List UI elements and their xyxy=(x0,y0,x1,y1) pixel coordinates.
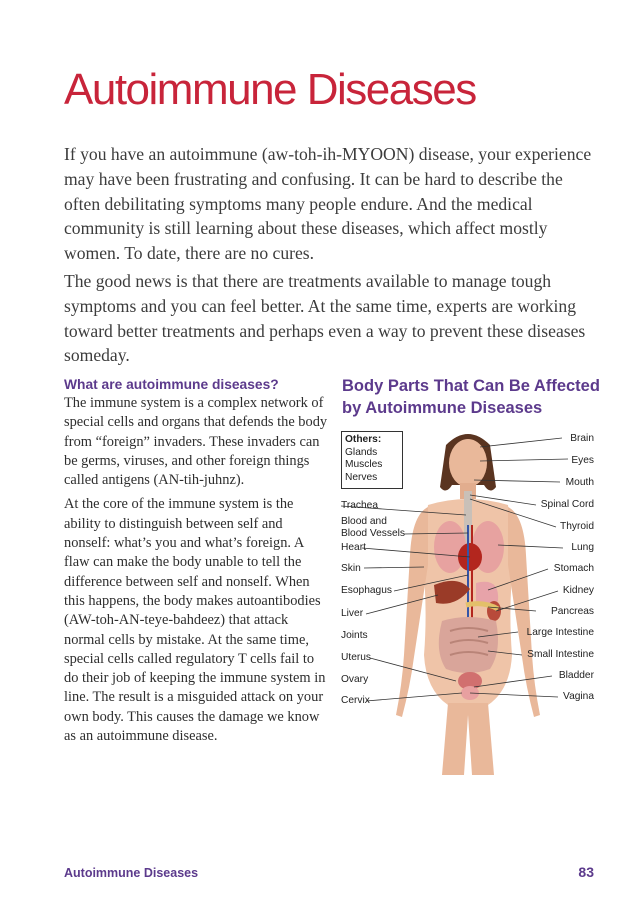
label-trachea: Trachea xyxy=(341,500,378,511)
label-mouth: Mouth xyxy=(565,477,594,488)
label-vagina: Vagina xyxy=(563,691,594,702)
label-kidney: Kidney xyxy=(562,585,594,596)
page-title: Autoimmune Diseases xyxy=(64,65,476,114)
others-item: Muscles xyxy=(345,459,383,471)
label-joints: Joints xyxy=(341,630,368,641)
body-figure xyxy=(338,425,598,775)
label-esophagus: Esophagus xyxy=(341,585,392,596)
label-spinal-cord: Spinal Cord xyxy=(540,499,594,510)
label-uterus: Uterus xyxy=(341,652,372,663)
label-brain: Brain xyxy=(570,433,594,444)
others-box xyxy=(341,431,403,489)
section-paragraph-1: The immune system is a complex network of special cells and organs that defends the body from “foreign” invaders. These invaders can be germs, viruses, and other foreign things called antigens (AN-tih-juhnz). xyxy=(64,395,328,489)
label-blood-vessels: Blood Vessels xyxy=(341,528,405,539)
page-number: 83 xyxy=(578,864,594,880)
section-paragraph-2: At the core of the immune system is the ability to distinguish between self and nonself: what’s you and what’s foreign. A flaw can make the body unable to tell the difference between self and nonself. When this happens, the body makes autoantibodies (AW-toh-AN-teye-bahdeez) that attack normal cells by mistake. At the same time, special cells called regulatory T cells fail to do their job of keeping the immune system in line. The result is a misguided attack on your own body. This causes the damage we know as an autoimmune disease. xyxy=(64,496,326,745)
label-lung: Lung xyxy=(571,542,594,553)
label-large-intestine: Large Intestine xyxy=(526,627,594,638)
label-small-intestine: Small Intestine xyxy=(527,649,594,660)
label-cervix: Cervix xyxy=(341,695,370,706)
figure-title: Body Parts That Can Be Affected by Autoimmune Diseases xyxy=(342,377,600,417)
others-item: Nerves xyxy=(345,471,378,483)
label-heart: Heart xyxy=(341,542,366,553)
intro-paragraph-1: If you have an autoimmune (aw-toh-ih-MYOON) disease, your experience may have been frustrating and confusing. It can be hard to describe the often debilitating symptoms many people endure. And the medical community is still learning about these diseases, which affect mostly women. To date, there are no cures. xyxy=(64,144,592,264)
intro-paragraph-2: The good news is that there are treatments available to manage tough symptoms and you can feel better. At the same time, experts are working toward better treatments and perhaps even a way to prevent these diseases someday. xyxy=(64,270,586,366)
label-bladder: Bladder xyxy=(558,670,594,681)
label-stomach: Stomach xyxy=(553,563,594,574)
left-column xyxy=(64,375,330,751)
label-ovary: Ovary xyxy=(341,674,369,685)
label-thyroid: Thyroid xyxy=(560,521,594,532)
footer-title: Autoimmune Diseases xyxy=(64,866,199,880)
others-heading: Others: xyxy=(345,434,382,445)
intro-text xyxy=(64,142,600,371)
label-pancreas: Pancreas xyxy=(550,606,594,617)
section-heading: What are autoimmune diseases? xyxy=(64,377,279,392)
label-eyes: Eyes xyxy=(571,455,594,466)
label-blood: Blood and xyxy=(341,516,387,527)
label-liver: Liver xyxy=(341,608,364,619)
label-skin: Skin xyxy=(341,563,361,574)
others-item: Glands xyxy=(345,446,378,458)
